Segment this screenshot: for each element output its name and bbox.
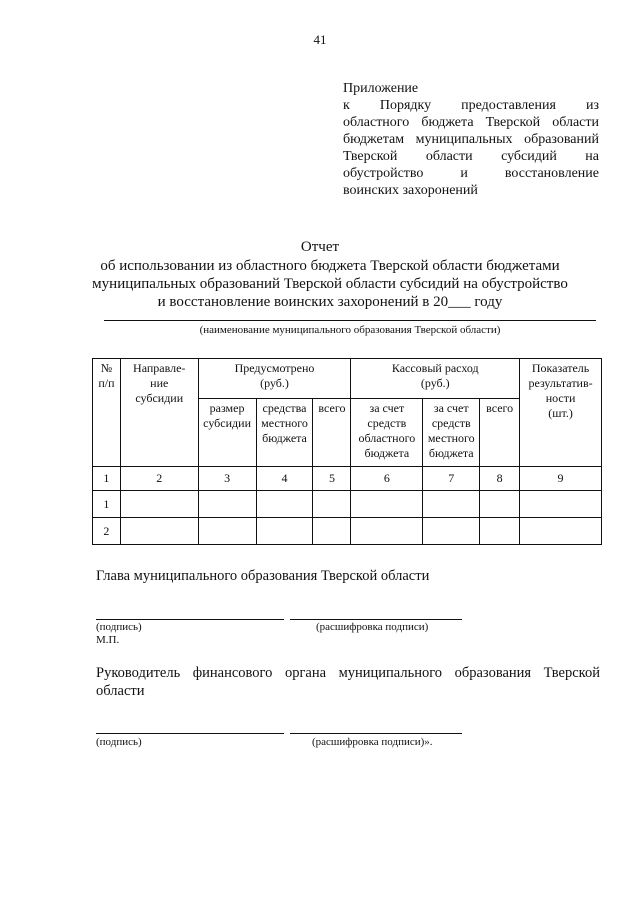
signature-caption: (подпись): [96, 736, 142, 748]
table-cell[interactable]: [120, 491, 198, 518]
appendix-line: к Порядку предоставления из: [343, 98, 599, 113]
stamp-place-label: М.П.: [96, 634, 120, 646]
table-cell[interactable]: [480, 491, 520, 518]
table-cell[interactable]: [313, 491, 351, 518]
table-cell[interactable]: [198, 518, 256, 545]
subtitle-line: об использовании из областного бюджета Тверской области бюджетами: [100, 258, 560, 274]
report-title: Отчет: [300, 239, 340, 255]
table-cell[interactable]: [520, 491, 602, 518]
report-subtitle: [60, 257, 600, 311]
header-num: № п/п: [93, 359, 121, 467]
appendix-line: бюджетам муниципальных образований: [343, 132, 599, 147]
appendix-line: воинских захоронений: [343, 183, 478, 198]
signature-line[interactable]: [96, 619, 284, 620]
finance-head-heading: [96, 664, 600, 700]
table-cell[interactable]: [423, 491, 480, 518]
signature-line[interactable]: [96, 733, 284, 734]
appendix-title: Приложение: [343, 81, 419, 96]
column-number: 9: [520, 467, 602, 491]
header-cash-regional: за счет средств областного бюджета: [351, 399, 423, 467]
header-planned-local: средства местного бюджета: [256, 399, 313, 467]
header-cash: Кассовый расход (руб.): [351, 359, 520, 399]
column-number: 1: [93, 467, 121, 491]
appendix-block: [343, 80, 599, 199]
header-planned-total: всего: [313, 399, 351, 467]
appendix-line: Тверской области субсидий на: [343, 149, 599, 164]
decode-signature-line[interactable]: [290, 619, 462, 620]
column-number: 5: [313, 467, 351, 491]
table-cell[interactable]: [351, 518, 423, 545]
appendix-line: областного бюджета Тверской области: [343, 115, 599, 130]
decode-caption: (расшифровка подписи)».: [312, 736, 433, 748]
table-cell[interactable]: [256, 491, 313, 518]
table-cell[interactable]: [423, 518, 480, 545]
table-cell[interactable]: [198, 491, 256, 518]
table-cell[interactable]: [120, 518, 198, 545]
municipality-name-line[interactable]: [104, 320, 596, 321]
header-indicator: Показатель результатив- ности (шт.): [520, 359, 602, 467]
subtitle-line: муниципальных образований Тверской области субсидий на обустройство: [92, 276, 568, 292]
column-number: 4: [256, 467, 313, 491]
header-cash-local: за счет средств местного бюджета: [423, 399, 480, 467]
column-number: 6: [351, 467, 423, 491]
row-num: 2: [93, 518, 121, 545]
table-cell[interactable]: [520, 518, 602, 545]
report-table: [92, 358, 602, 545]
header-planned: Предусмотрено (руб.): [198, 359, 351, 399]
table-cell[interactable]: [480, 518, 520, 545]
heading-line: Руководитель финансового органа муниципального образования Тверской: [96, 665, 600, 681]
decode-signature-line[interactable]: [290, 733, 462, 734]
header-planned-size: размер субсидии: [198, 399, 256, 467]
column-number: 8: [480, 467, 520, 491]
table-row: [93, 518, 602, 545]
table-cell[interactable]: [313, 518, 351, 545]
table-cell[interactable]: [256, 518, 313, 545]
column-number: 7: [423, 467, 480, 491]
head-of-municipality-heading: Глава муниципального образования Тверской области: [96, 568, 430, 584]
municipality-caption: (наименование муниципального образования Тверской области): [199, 324, 501, 336]
subtitle-line: и восстановление воинских захоронений в 20___ году: [157, 294, 503, 310]
appendix-line: обустройство и восстановление: [343, 166, 599, 181]
signature-caption: (подпись): [96, 621, 142, 633]
header-direction: Направле- ние субсидии: [120, 359, 198, 467]
table-cell[interactable]: [351, 491, 423, 518]
decode-caption: (расшифровка подписи): [316, 621, 429, 633]
row-num: 1: [93, 491, 121, 518]
column-number-row: [93, 467, 602, 491]
table-row: [93, 491, 602, 518]
heading-line: области: [96, 683, 145, 699]
column-number: 2: [120, 467, 198, 491]
column-number: 3: [198, 467, 256, 491]
header-cash-total: всего: [480, 399, 520, 467]
page-number: 41: [313, 32, 327, 47]
